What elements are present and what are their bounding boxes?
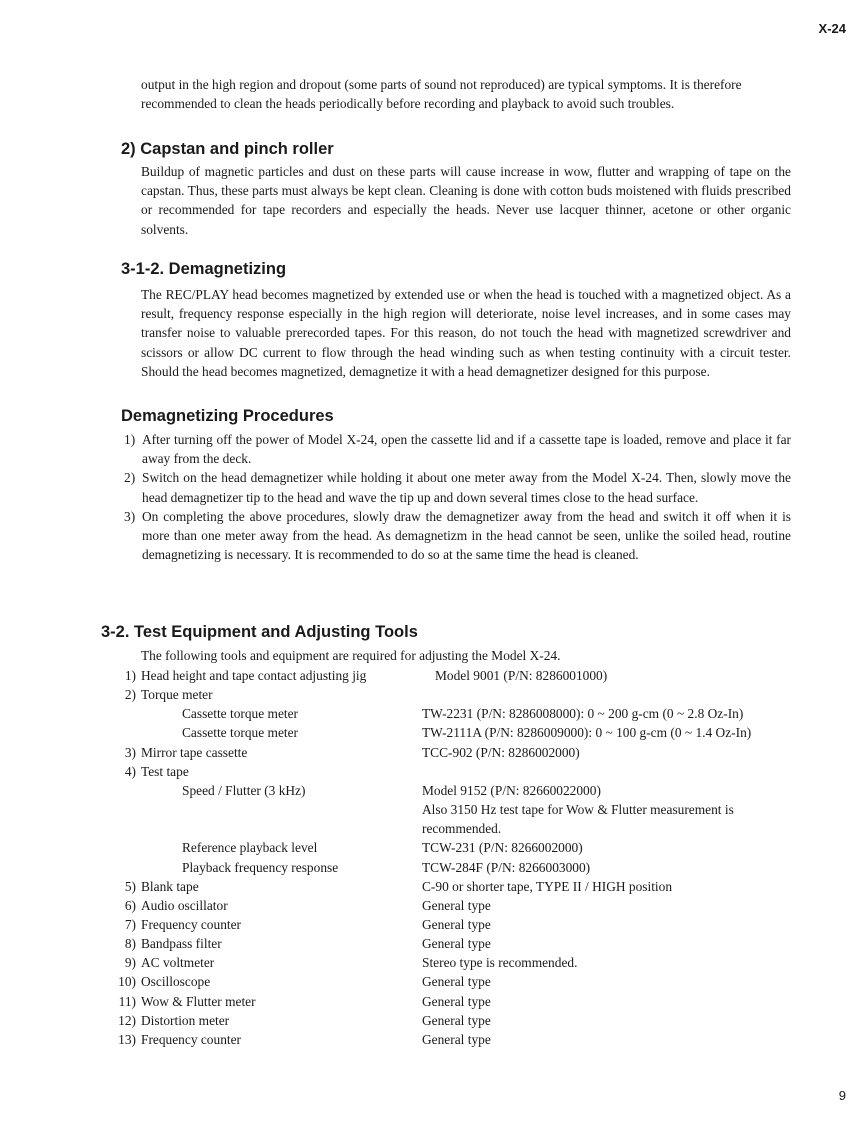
section-heading-demagnetizing: 3-1-2. Demagnetizing (121, 260, 287, 278)
equipment-row (0, 953, 866, 972)
procedure-step (124, 507, 791, 565)
section-heading-capstan: 2) Capstan and pinch roller (121, 140, 334, 158)
equipment-item-name: Test tape (141, 763, 189, 779)
equipment-item-name: Frequency counter (141, 1031, 242, 1047)
equipment-row (0, 1011, 866, 1030)
equipment-row (0, 896, 866, 915)
equipment-row (0, 915, 866, 934)
equipment-item-name: Speed / Flutter (3 kHz) (182, 782, 306, 798)
equipment-item-name: Frequency counter (141, 916, 242, 932)
equipment-row (0, 819, 866, 838)
procedures-heading: Demagnetizing Procedures (121, 407, 334, 425)
equipment-row (0, 723, 866, 742)
section-heading-test-equipment: 3-2. Test Equipment and Adjusting Tools (101, 623, 418, 641)
equipment-item-name: Reference playback level (182, 840, 318, 856)
equipment-item-spec: General type (422, 936, 491, 952)
equipment-item-spec: TW-2231 (P/N: 8286008000): 0 ~ 200 g-cm (0 ~ 2.8 Oz-In) (422, 706, 744, 722)
equipment-item-spec: recommended. (422, 821, 502, 837)
step-number: 3) (124, 508, 136, 524)
equipment-item-number: 4) (124, 763, 136, 779)
equipment-item-number: 2) (124, 687, 136, 703)
equipment-intro: The following tools and equipment are required for adjusting the Model X-24. (141, 648, 561, 663)
step-text: On completing the above procedures, slowly draw the demagnetizer away from the head and switch it off when it is more than one meter away from the head. As demagnetizm in the head cannot be seen, unlike the soiled head, routine demagnetizing is necessary. It is recommended to do so at the same time the head is cleaned. (142, 508, 791, 563)
equipment-item-name: Head height and tape contact adjusting jig (141, 668, 367, 683)
equipment-item-name: AC voltmeter (141, 955, 215, 971)
equipment-item-spec: General type (422, 1031, 491, 1047)
equipment-item-name: Oscilloscope (141, 974, 211, 990)
equipment-item-number: 10) (118, 974, 136, 990)
intro-paragraph (141, 75, 791, 113)
equipment-item-spec: TCW-231 (P/N: 8266002000) (422, 840, 583, 856)
equipment-item-number: 13) (118, 1031, 136, 1047)
equipment-row (0, 1030, 866, 1049)
equipment-item-name: Cassette torque meter (182, 706, 299, 722)
equipment-item-spec: Model 9152 (P/N: 82660022000) (422, 782, 601, 798)
equipment-row (0, 762, 866, 781)
equipment-item-spec: General type (422, 897, 491, 913)
equipment-item-number: 8) (124, 936, 136, 952)
step-number: 1) (124, 432, 136, 447)
equipment-item-number: 3) (124, 744, 136, 760)
demagnetizing-paragraph: The REC/PLAY head becomes magnetized by extended use or when the head is touched with a magnetized object. As a result, frequency response especially in the high region will deteriorate, noise level increases, and in some cases may transfer noise to valuable prerecorded tapes. For this reason, do not touch the head with magnetized screwdriver and scissors or allow DC current to flow through the head winding such as when testing continuity with a circuit tester. Should the head becomes magnetized, demagnetize it with a head demagnetizer designed for this purpose. (141, 287, 791, 379)
equipment-row (0, 877, 866, 896)
equipment-item-name: Mirror tape cassette (141, 744, 248, 760)
equipment-item-number: 6) (124, 897, 136, 913)
equipment-table (0, 666, 866, 1056)
equipment-item-name: Distortion meter (141, 1012, 230, 1028)
equipment-item-name: Blank tape (141, 878, 199, 894)
equipment-item-spec: TCW-284F (P/N: 8266003000) (422, 859, 591, 875)
equipment-row (0, 972, 866, 991)
equipment-item-number: 1) (124, 668, 136, 683)
equipment-row (0, 743, 866, 762)
intro-line: recommended to clean the heads periodically before recording and playback to avoid such troubles. (141, 96, 675, 112)
equipment-row (0, 685, 866, 704)
equipment-row (0, 666, 866, 685)
equipment-item-number: 11) (118, 993, 136, 1009)
procedures-list (124, 430, 791, 564)
equipment-row (0, 800, 866, 819)
page-number: 9 (838, 1088, 846, 1103)
equipment-item-name: Playback frequency response (182, 859, 339, 875)
equipment-item-spec: Stereo type is recommended. (422, 955, 578, 971)
equipment-item-number: 9) (124, 955, 136, 971)
equipment-item-name: Cassette torque meter (182, 725, 299, 741)
step-number: 2) (124, 470, 136, 486)
equipment-item-name: Bandpass filter (141, 936, 222, 952)
intro-line: output in the high region and dropout (some parts of sound not reproduced) are typical symptoms. It is therefore (141, 77, 742, 92)
equipment-item-spec: TW-2111A (P/N: 8286009000): 0 ~ 100 g-cm (0 ~ 1.4 Oz-In) (422, 725, 752, 741)
equipment-row (0, 934, 866, 953)
capstan-paragraph: Buildup of magnetic particles and dust on these parts will cause increase in wow, flutter and wrapping of tape on the capstan. Thus, these parts must always be kept clean. Cleaning is done with cotton buds moistened with fluids prescribed or recommended for tape recorders and especially the heads. Never use lacquer thinner, acetone or other organic solvents. (141, 164, 791, 237)
equipment-item-spec: Model 9001 (P/N: 8286001000) (435, 668, 608, 683)
equipment-row (0, 704, 866, 723)
equipment-item-spec: General type (422, 1012, 491, 1028)
equipment-item-spec: General type (422, 993, 491, 1009)
equipment-item-name: Torque meter (141, 687, 213, 703)
equipment-item-name: Wow & Flutter meter (141, 993, 256, 1009)
equipment-item-number: 12) (118, 1012, 136, 1028)
equipment-item-number: 7) (124, 916, 136, 932)
equipment-item-spec: General type (422, 974, 491, 990)
equipment-row (0, 838, 866, 857)
equipment-item-spec: General type (422, 916, 491, 932)
equipment-item-number: 5) (124, 878, 136, 894)
procedure-step (124, 430, 791, 468)
equipment-row (0, 781, 866, 800)
step-text: Switch on the head demagnetizer while holding it about one meter away from the Model X-24. Then, slowly move the head demagnetizer tip to the head and wave the tip up and down several times close to the head surface. (142, 470, 791, 505)
equipment-row (0, 858, 866, 877)
equipment-row (0, 992, 866, 1011)
equipment-item-spec: Also 3150 Hz test tape for Wow & Flutter measurement is (422, 802, 734, 818)
equipment-item-spec: TCC-902 (P/N: 8286002000) (422, 744, 580, 760)
procedure-step (124, 468, 791, 506)
equipment-item-spec: C-90 or shorter tape, TYPE II / HIGH position (422, 878, 673, 894)
document-code: X-24 (818, 21, 846, 36)
step-text: After turning off the power of Model X-24, open the cassette lid and if a cassette tape is loaded, remove and place it far away from the deck. (142, 432, 791, 467)
equipment-item-name: Audio oscillator (141, 897, 228, 913)
